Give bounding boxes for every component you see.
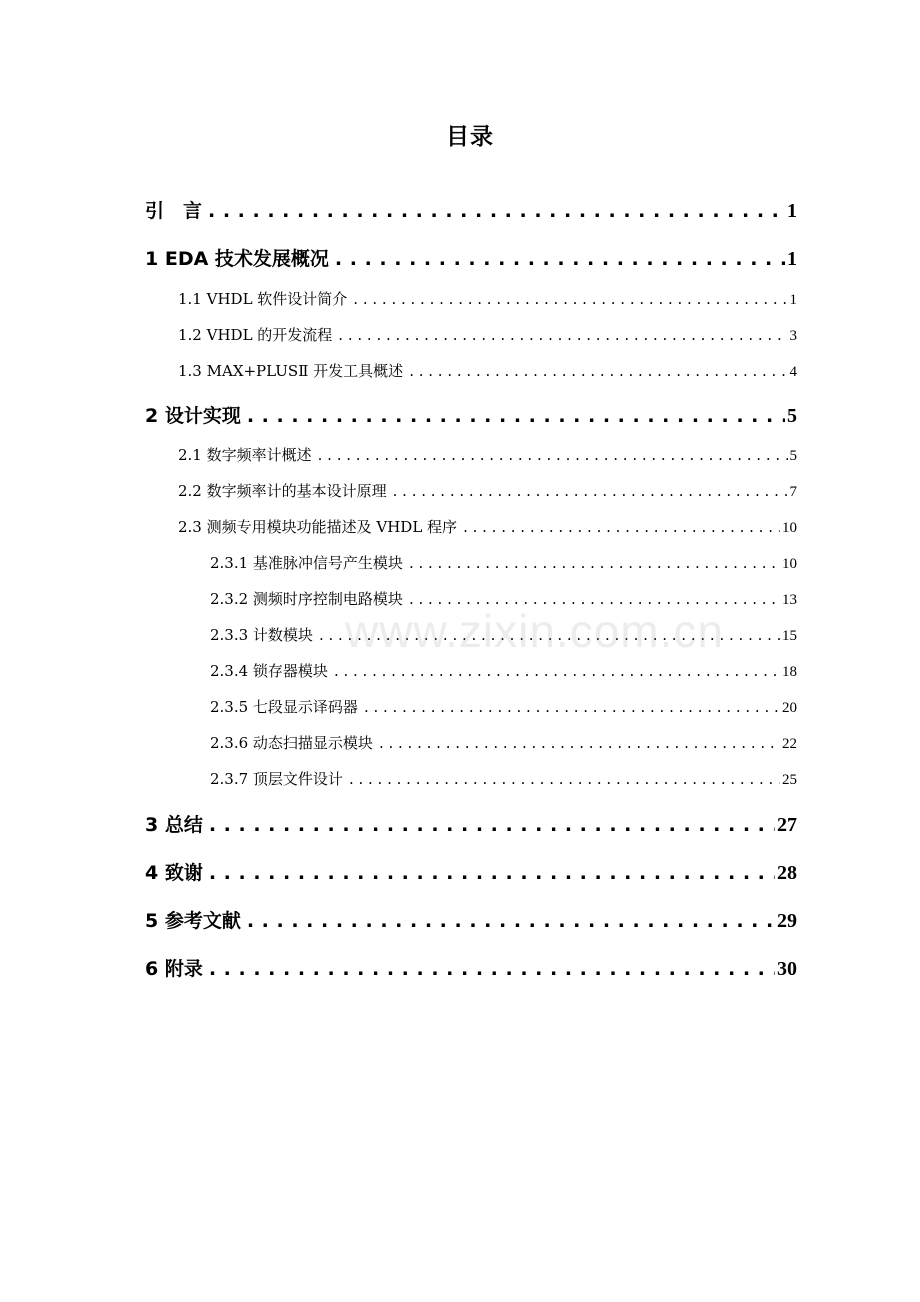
dot-leader — [335, 248, 785, 270]
watermark: www.zixin.com.cn — [345, 605, 724, 657]
toc-entry-label: 5 参考文献 — [145, 910, 241, 932]
dot-leader — [209, 862, 775, 884]
toc-page-number: 1 — [787, 200, 797, 222]
toc-entry-label: 4 致谢 — [145, 862, 203, 884]
toc-entry-label: 1.2 VHDL 的开发流程 — [178, 326, 333, 344]
dot-leader — [379, 734, 780, 752]
toc-entry[interactable] — [210, 696, 797, 717]
toc-entry[interactable] — [145, 906, 797, 933]
toc-page-number: 5 — [789, 448, 797, 464]
dot-leader — [209, 814, 775, 836]
dot-leader — [409, 590, 780, 608]
dot-leader — [463, 518, 780, 536]
toc-entry[interactable] — [210, 588, 797, 609]
toc-page-number: 1 — [787, 248, 797, 270]
toc-page-number: 20 — [782, 700, 797, 716]
toc-page-number: 27 — [777, 814, 797, 836]
toc-page-number: 3 — [789, 328, 797, 344]
toc-page-number: 18 — [782, 664, 797, 680]
toc-entry[interactable] — [145, 954, 797, 981]
toc-page-number: 7 — [789, 484, 797, 500]
toc-page-number: 4 — [789, 364, 797, 380]
dot-leader — [208, 200, 785, 222]
toc-page-number: 25 — [782, 772, 797, 788]
page-title: 目录 — [446, 124, 494, 150]
toc-page-number: 1 — [789, 292, 797, 308]
toc-entry[interactable] — [210, 732, 797, 753]
toc-page-number: 10 — [782, 556, 797, 572]
dot-leader — [393, 482, 788, 500]
toc-page-number: 30 — [777, 958, 797, 980]
toc-entry-label: 2.3.7 顶层文件设计 — [210, 770, 343, 788]
toc-entry[interactable] — [210, 624, 797, 645]
toc-entry-label: 2 设计实现 — [145, 405, 241, 427]
toc-entry[interactable] — [210, 552, 797, 573]
toc-page-number: 10 — [782, 520, 797, 536]
toc-entry-label: 2.3.1 基准脉冲信号产生模块 — [210, 554, 403, 572]
toc-entry[interactable] — [178, 516, 797, 537]
toc-page-number: 28 — [777, 862, 797, 884]
toc-entry[interactable] — [145, 401, 797, 428]
toc-entry[interactable] — [178, 324, 797, 345]
toc-entry-label: 2.3.5 七段显示译码器 — [210, 698, 358, 716]
toc-entry-label: 2.3.3 计数模块 — [210, 626, 313, 644]
dot-leader — [318, 446, 788, 464]
toc-entry[interactable] — [178, 480, 797, 501]
toc-entry-label: 1 EDA 技术发展概况 — [145, 248, 329, 270]
toc-entry-label: 2.2 数字频率计的基本设计原理 — [178, 482, 387, 500]
dot-leader — [409, 554, 780, 572]
toc-entry[interactable] — [178, 360, 797, 381]
dot-leader — [319, 626, 780, 644]
toc-entry[interactable] — [145, 196, 797, 223]
dot-leader — [409, 362, 787, 380]
toc-entry-label: 2.3.6 动态扫描显示模块 — [210, 734, 373, 752]
toc-entry-label: 6 附录 — [145, 958, 203, 980]
dot-leader — [247, 910, 775, 932]
toc-entry-label: 1.3 MAX+PLUSⅡ 开发工具概述 — [178, 362, 404, 380]
dot-leader — [353, 290, 787, 308]
toc-entry-label: 3 总结 — [145, 814, 203, 836]
dot-leader — [349, 770, 780, 788]
dot-leader — [247, 405, 785, 427]
toc-entry[interactable] — [178, 444, 797, 465]
dot-leader — [209, 958, 775, 980]
toc-entry[interactable] — [178, 288, 797, 309]
dot-leader — [338, 326, 787, 344]
toc-entry-label: 2.1 数字频率计概述 — [178, 446, 312, 464]
toc-page-number: 29 — [777, 910, 797, 932]
toc-entry[interactable] — [145, 244, 797, 271]
dot-leader — [334, 662, 780, 680]
toc-entry-label: 2.3.4 锁存器模块 — [210, 662, 328, 680]
toc-entry-label: 2.3 测频专用模块功能描述及 VHDL 程序 — [178, 518, 458, 536]
dot-leader — [364, 698, 780, 716]
toc-page-number: 13 — [782, 592, 797, 608]
toc-entry[interactable] — [145, 810, 797, 837]
toc-page-number: 5 — [787, 405, 797, 427]
toc-entry-label: 1.1 VHDL 软件设计简介 — [178, 290, 348, 308]
toc-page-number: 15 — [782, 628, 797, 644]
toc-entry[interactable] — [145, 858, 797, 885]
toc-entry-label: 2.3.2 测频时序控制电路模块 — [210, 590, 403, 608]
toc-entry[interactable] — [210, 660, 797, 681]
toc-page-number: 22 — [782, 736, 797, 752]
toc-entry-label: 引 言 — [145, 200, 203, 222]
toc-entry[interactable] — [210, 768, 797, 789]
